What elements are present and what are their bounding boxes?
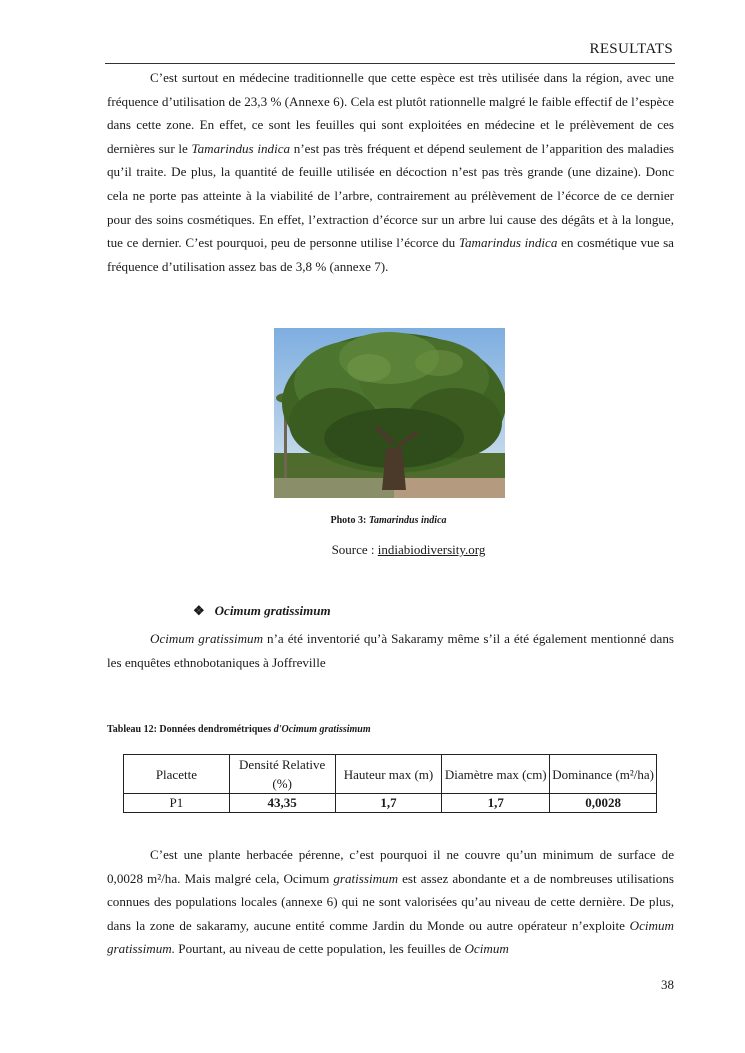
table-caption bbox=[107, 724, 371, 735]
paragraph-tamarindus-usage bbox=[107, 66, 674, 278]
source-link[interactable]: indiabiodiversity.org bbox=[377, 542, 486, 557]
species-name: Ocimum bbox=[464, 941, 509, 957]
tamarind-tree-photo bbox=[274, 328, 505, 498]
species-name: Tamarindus indica bbox=[191, 140, 291, 156]
text-run: est assez abondante et a de nombreuses utilisations connues des populations locales (annexe 6) qui ne sont valorisées qu’au niveau de cette dernière. De plus, dans la zone de sakaramy, aucune entité comme Jardin du Monde ou autre opérateur n’exploite bbox=[107, 870, 674, 933]
diamond-bullet-icon: ❖ bbox=[193, 603, 205, 618]
dendrometric-table bbox=[123, 754, 657, 813]
section-header: RESULTATS bbox=[589, 41, 673, 57]
photo-caption bbox=[16, 515, 745, 526]
species-name: Ocimum gratissimum. bbox=[107, 917, 674, 957]
text-run: Pourtant, au niveau de cette population, les feuilles de bbox=[175, 941, 465, 957]
table-cell: P1 bbox=[124, 794, 230, 813]
column-header: Placette bbox=[124, 755, 230, 794]
caption-species: Tamarindus indica bbox=[368, 515, 447, 526]
text-run: en cosmétique vue sa fréquence d’utilisation assez bas de 3,8 % (annexe 7). bbox=[107, 235, 674, 274]
column-header: Densité Relative (%) bbox=[229, 755, 335, 794]
photo-source bbox=[36, 542, 745, 558]
species-heading bbox=[193, 603, 331, 619]
table-cell: 0,0028 bbox=[550, 794, 657, 813]
source-label: Source : bbox=[331, 542, 378, 557]
paragraph-ocimum-description bbox=[107, 843, 674, 961]
table-cell: 1,7 bbox=[442, 794, 550, 813]
text-run: C’est surtout en médecine traditionnelle que cette espèce est très utilisée dans la région, avec une fréquence d’utilisation de 23,3 % (Annexe 6). Cela est plutôt rationnelle malgré le faible effectif de l’espèce dans cette zone. En effet, ce sont les feuilles qui sont exploitées en médecine et le prélèvement de ces dernières sur le bbox=[107, 70, 674, 156]
paragraph-ocimum-inventory bbox=[107, 627, 674, 674]
column-header: Dominance (m²/ha) bbox=[550, 755, 657, 794]
species-name: Ocimum gratissimum bbox=[150, 631, 264, 646]
table-caption-label: Tableau 12: Données dendrométriques bbox=[107, 724, 274, 735]
column-header: Hauteur max (m) bbox=[335, 755, 442, 794]
text-run: n’a été inventorié qu’à Sakaramy même s’il a été également mentionné dans les enquêtes ethnobotaniques à Joffreville bbox=[107, 631, 675, 670]
table-cell: 1,7 bbox=[335, 794, 442, 813]
species-name: Tamarindus indica bbox=[458, 235, 558, 251]
species-name: gratissimum bbox=[333, 870, 399, 886]
table-cell: 43,35 bbox=[229, 794, 335, 813]
table-caption-species: d'Ocimum gratissimum bbox=[273, 724, 371, 735]
text-run: C’est une plante herbacée pérenne, c’est pourquoi il ne couvre qu’un minimum de surface de 0,0028 m²/ha. Mais malgré cela, Ocimum bbox=[107, 847, 674, 886]
table-row bbox=[124, 794, 657, 813]
column-header: Diamètre max (cm) bbox=[442, 755, 550, 794]
species-heading-title: Ocimum gratissimum bbox=[214, 603, 331, 618]
table-header-row bbox=[124, 755, 657, 794]
header-rule bbox=[105, 63, 675, 64]
text-run: n’est pas très fréquent et dépend seulement de l’apparition des maladies qu’il traite. De plus, la quantité de feuille utilisée en décoction n’est pas très grande (une dizaine). Donc cela ne porte pas atteinte à la viabilité de l’arbre, contrairement au prélèvement de l’écorce de ce dernier pour des soins cosmétiques. En effet, l’extraction d’écorce sur un arbre lui cause des dégâts et à la longue, tue ce dernier. C’est pourquoi, peu de personne utilise l’écorce du bbox=[107, 140, 674, 251]
caption-label: Photo 3: bbox=[330, 515, 369, 526]
page-number: 38 bbox=[661, 977, 674, 992]
